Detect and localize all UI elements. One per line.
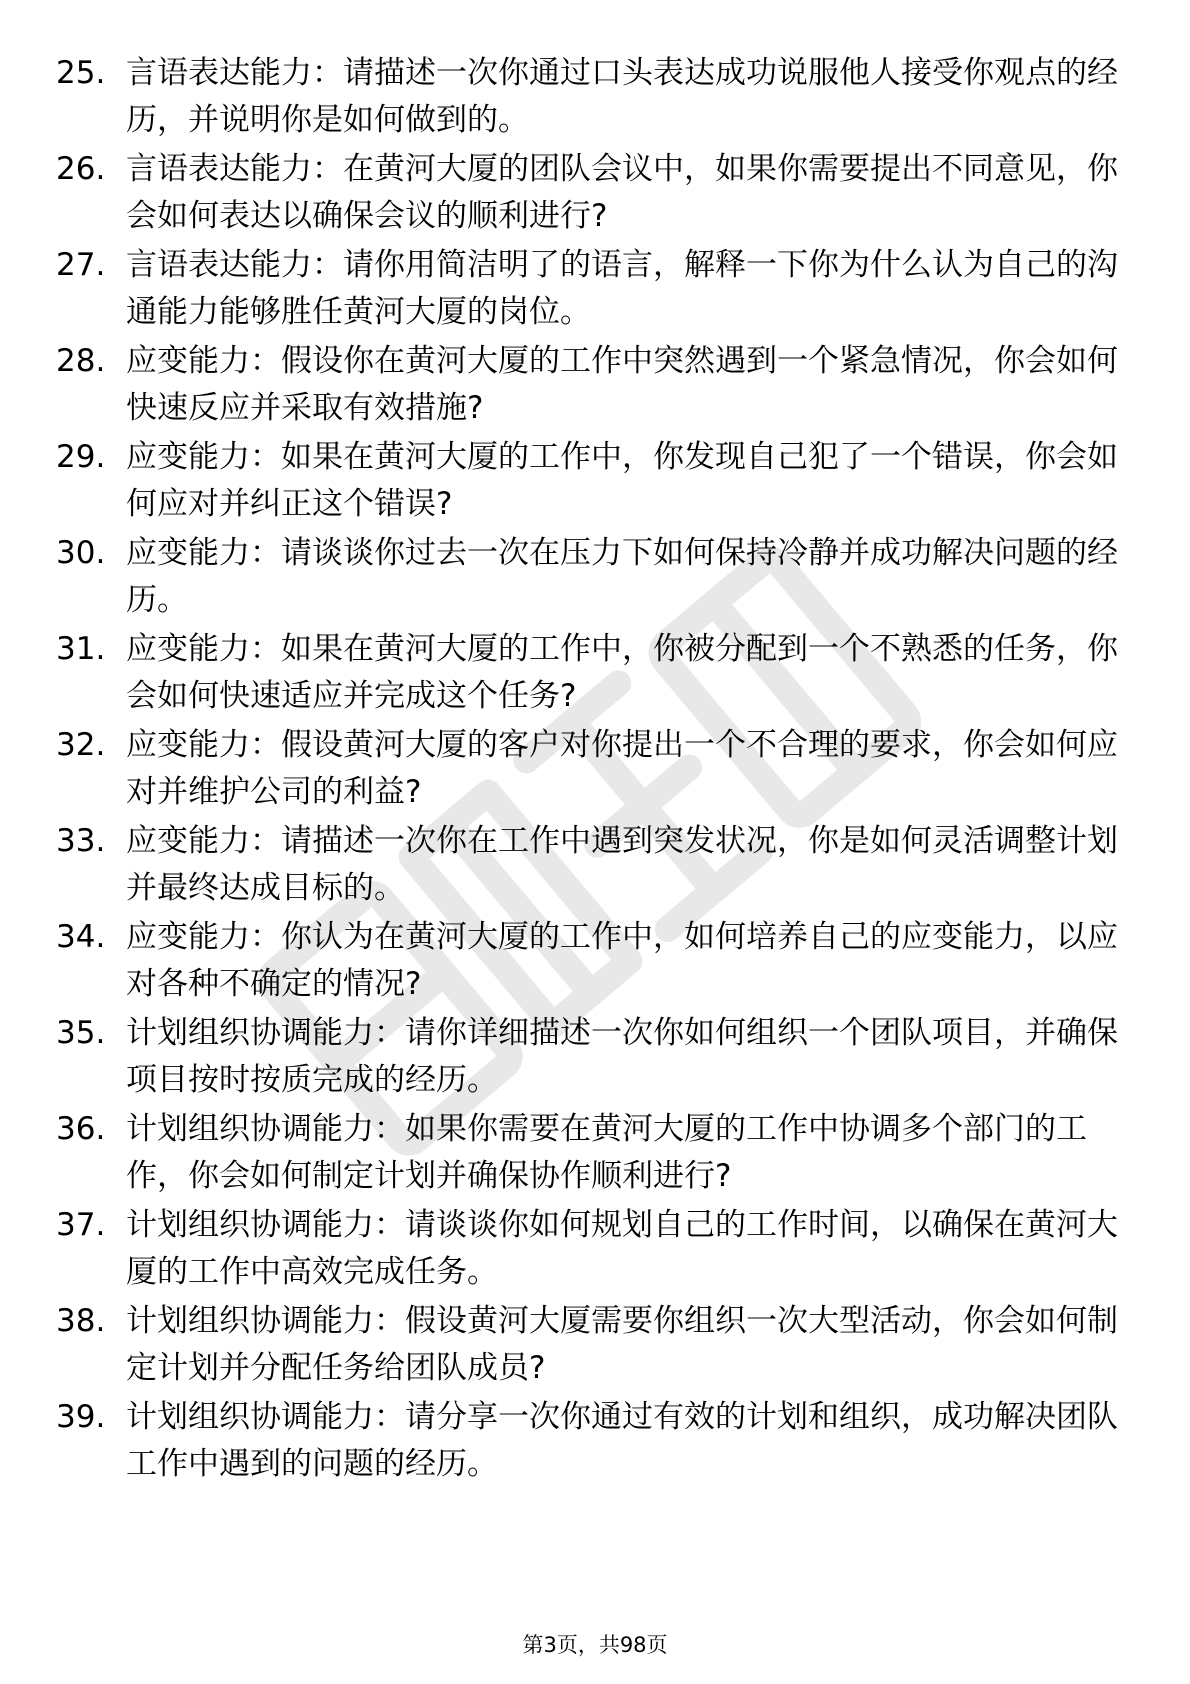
list-item	[0, 338, 1190, 432]
question-number: 25.	[56, 55, 106, 91]
list-item	[0, 626, 1190, 720]
question-text: 言语表达能力：在黄河大厦的团队会议中，如果你需要提出不同意见，你会如何表达以确保会议的顺利进行?	[126, 151, 1118, 234]
question-text: 言语表达能力：请描述一次你通过口头表达成功说服他人接受你观点的经历，并说明你是如何做到的。	[126, 55, 1118, 138]
question-text: 计划组织协调能力：如果你需要在黄河大厦的工作中协调多个部门的工作，你会如何制定计划并确保协作顺利进行?	[126, 1111, 1087, 1194]
question-number: 26.	[56, 151, 106, 187]
page-footer	[0, 1630, 1190, 1660]
question-number: 33.	[56, 823, 106, 859]
question-text: 计划组织协调能力：请分享一次你通过有效的计划和组织，成功解决团队工作中遇到的问题的经历。	[126, 1399, 1118, 1482]
list-item	[0, 242, 1190, 336]
list-item	[0, 434, 1190, 528]
question-number: 38.	[56, 1303, 106, 1339]
question-number: 31.	[56, 631, 106, 667]
list-item	[0, 914, 1190, 1008]
question-text: 计划组织协调能力：假设黄河大厦需要你组织一次大型活动，你会如何制定计划并分配任务给团队成员?	[126, 1303, 1118, 1386]
question-text: 应变能力：假设黄河大厦的客户对你提出一个不合理的要求，你会如何应对并维护公司的利益?	[126, 727, 1118, 810]
question-number: 32.	[56, 727, 106, 763]
list-item	[0, 1202, 1190, 1296]
question-text: 应变能力：请谈谈你过去一次在压力下如何保持冷静并成功解决问题的经历。	[126, 535, 1118, 618]
list-item	[0, 50, 1190, 144]
question-number: 34.	[56, 919, 106, 955]
question-text: 应变能力：如果在黄河大厦的工作中，你被分配到一个不熟悉的任务，你会如何快速适应并完成这个任务?	[126, 631, 1118, 714]
list-item	[0, 818, 1190, 912]
list-item	[0, 146, 1190, 240]
list-item	[0, 1298, 1190, 1392]
question-number: 37.	[56, 1207, 106, 1243]
list-item	[0, 722, 1190, 816]
list-item	[0, 1010, 1190, 1104]
question-text: 应变能力：请描述一次你在工作中遇到突发状况，你是如何灵活调整计划并最终达成目标的。	[126, 823, 1118, 906]
question-text: 应变能力：如果在黄河大厦的工作中，你发现自己犯了一个错误，你会如何应对并纠正这个错误?	[126, 439, 1118, 522]
question-number: 27.	[56, 247, 106, 283]
question-number: 30.	[56, 535, 106, 571]
question-number: 36.	[56, 1111, 106, 1147]
question-number: 28.	[56, 343, 106, 379]
question-text: 应变能力：你认为在黄河大厦的工作中，如何培养自己的应变能力，以应对各种不确定的情况?	[126, 919, 1118, 1002]
list-item	[0, 1394, 1190, 1488]
list-item	[0, 1106, 1190, 1200]
question-number: 29.	[56, 439, 106, 475]
question-number: 39.	[56, 1399, 106, 1435]
page-number: 第3页，共98页	[522, 1633, 668, 1657]
question-text: 应变能力：假设你在黄河大厦的工作中突然遇到一个紧急情况，你会如何快速反应并采取有效措施?	[126, 343, 1118, 426]
question-text: 计划组织协调能力：请谈谈你如何规划自己的工作时间，以确保在黄河大厦的工作中高效完成任务。	[126, 1207, 1118, 1290]
question-number: 35.	[56, 1015, 106, 1051]
list-item	[0, 530, 1190, 624]
question-text: 计划组织协调能力：请你详细描述一次你如何组织一个团队项目，并确保项目按时按质完成的经历。	[126, 1015, 1118, 1098]
question-text: 言语表达能力：请你用简洁明了的语言，解释一下你为什么认为自己的沟通能力能够胜任黄河大厦的岗位。	[126, 247, 1118, 330]
